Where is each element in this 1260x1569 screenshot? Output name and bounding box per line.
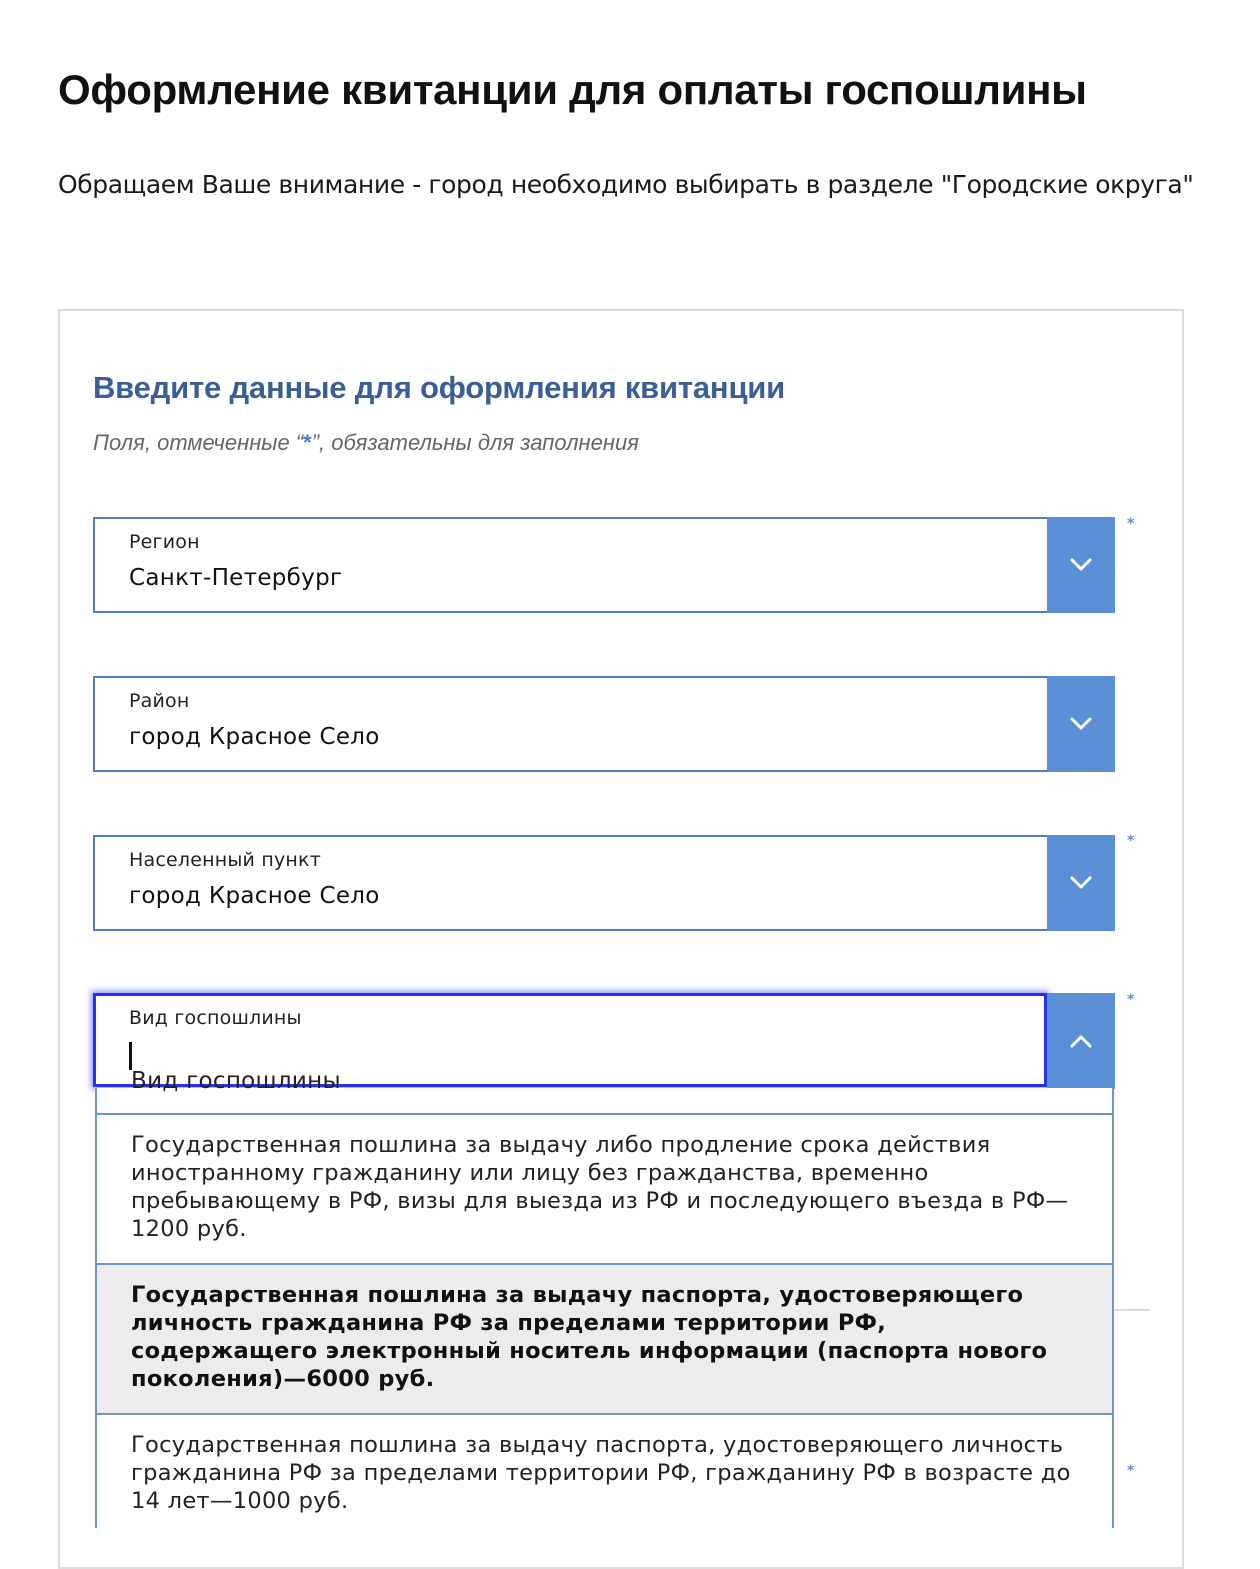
text-caret: [129, 1042, 132, 1070]
locality-value[interactable]: город Красное Село: [129, 883, 380, 909]
page-title: Оформление квитанции для оплаты госпошлины: [58, 66, 1087, 113]
locality-dropdown-button[interactable]: [1047, 835, 1115, 931]
dropdown-option[interactable]: Государственная пошлина за выдачу паспорта, удостоверяющего личность гражданина РФ за пределами территории РФ, гражданину РФ в возрасте до 14 лет—1000 руб.: [131, 1432, 1071, 1514]
fee-type-dropdown-list[interactable]: [95, 1068, 1114, 1528]
region-value[interactable]: Санкт-Петербург: [129, 565, 343, 591]
district-value[interactable]: город Красное Село: [129, 724, 380, 750]
region-label: Регион: [129, 531, 200, 553]
dropdown-option-highlighted[interactable]: Государственная пошлина за выдачу паспорта, удостоверяющего личность гражданина РФ за пределами территории РФ, содержащего электронный носитель информации (паспорта нового поколения)—6000 руб.: [97, 1265, 1112, 1415]
region-dropdown-button[interactable]: [1047, 517, 1115, 613]
fee-type-required-mark: *: [1127, 992, 1135, 1008]
fee-type-dropdown-button[interactable]: [1047, 993, 1115, 1089]
required-hint: [93, 430, 639, 456]
dropdown-option[interactable]: Государственная пошлина за выдачу либо продление срока действия иностранному гражданину или лицу без гражданства, временно пребывающему в РФ, визы для выезда из РФ и последующего въезда в РФ—1200 руб.: [97, 1115, 1112, 1265]
required-hint-before: Поля, отмеченные “: [93, 430, 304, 455]
chevron-down-icon: [1070, 876, 1092, 890]
district-label: Район: [129, 690, 190, 712]
chevron-down-icon: [1070, 558, 1092, 572]
region-select[interactable]: [93, 517, 1115, 613]
required-hint-star: *: [303, 430, 312, 455]
district-select[interactable]: [93, 676, 1115, 772]
required-hint-after: ”, обязательны для заполнения: [311, 430, 639, 455]
chevron-down-icon: [1070, 717, 1092, 731]
region-required-mark: *: [1127, 516, 1135, 532]
next-field-required-mark: *: [1127, 1463, 1135, 1479]
city-notice: Обращаем Ваше внимание - город необходимо выбирать в разделе "Городские округа": [58, 170, 1194, 199]
locality-select[interactable]: [93, 835, 1115, 931]
district-dropdown-button[interactable]: [1047, 676, 1115, 772]
divider-line: [1114, 1309, 1150, 1311]
form-heading: Введите данные для оформления квитанции: [93, 370, 786, 405]
locality-label: Населенный пункт: [129, 849, 321, 871]
fee-type-label: Вид госпошлины: [129, 1007, 302, 1029]
locality-required-mark: *: [1127, 833, 1135, 849]
chevron-up-icon: [1070, 1034, 1092, 1048]
dropdown-header-option[interactable]: Вид госпошлины: [131, 1068, 341, 1094]
